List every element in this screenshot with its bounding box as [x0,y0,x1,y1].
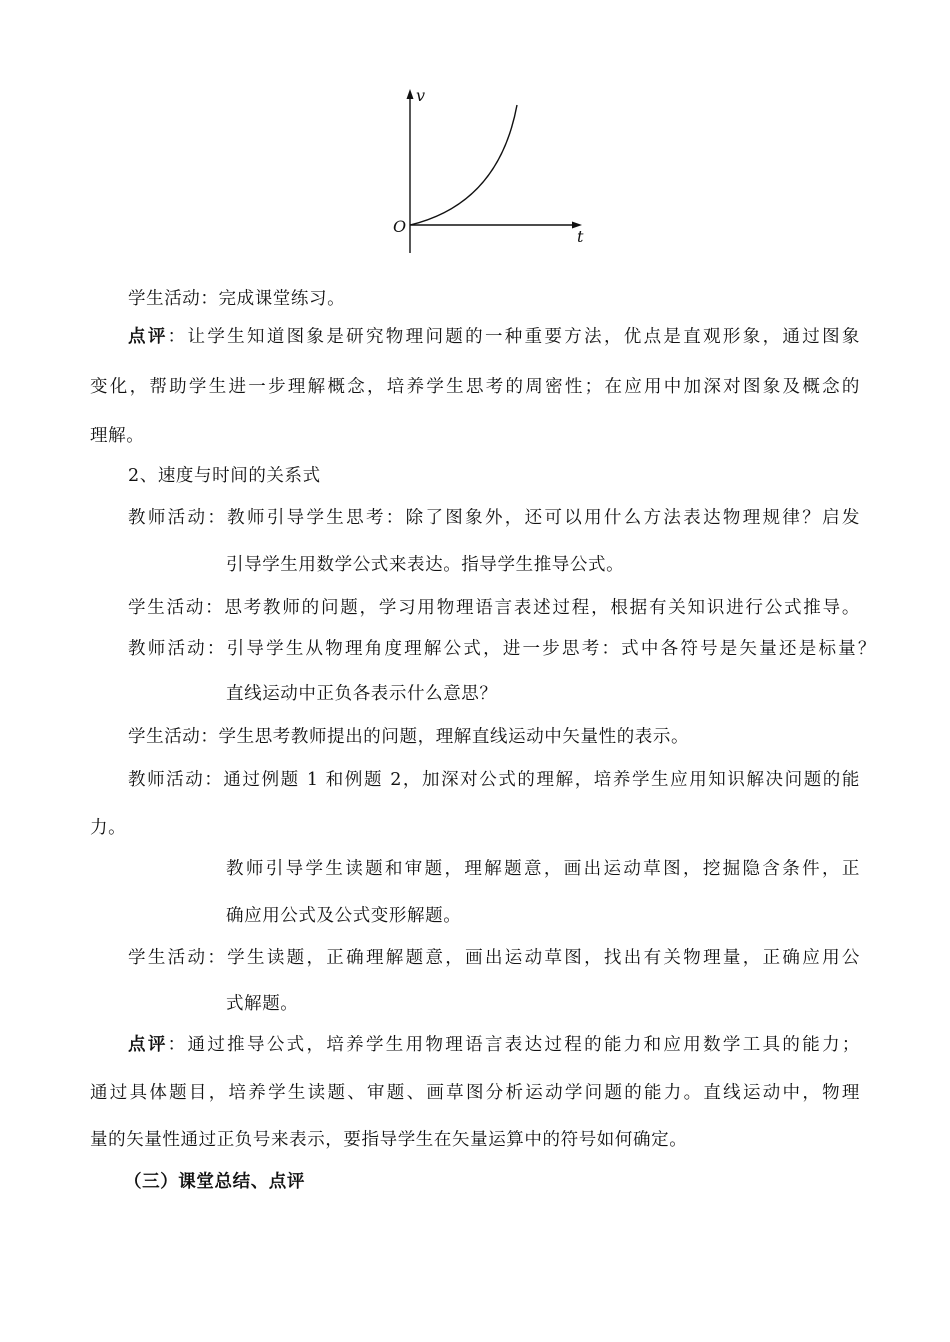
comment-1-line-3: 理解。 [90,426,145,446]
student-activity-3-line-1: 学生活动：学生读题，正确理解题意，画出运动草图，找出有关物理量，正确应用公 [128,948,860,968]
student-activity-1: 学生活动：思考教师的问题，学习用物理语言表述过程，根据有关知识进行公式推导。 [128,598,860,618]
comment-2-line-3: 量的矢量性通过正负号来表示，要指导学生在矢量运算中的符号如何确定。 [90,1130,688,1150]
y-axis-label: v [416,86,426,105]
comment-label: 点评 [128,327,168,347]
section-heading-summary: （三）课堂总结、点评 [124,1172,305,1192]
comment-1-line-2: 变化，帮助学生进一步理解概念，培养学生思考的周密性；在应用中加深对图象及概念的 [90,377,860,397]
x-axis-label: t [577,227,584,246]
teacher-activity-3-line-2: 力。 [90,818,127,838]
teacher-activity-3-line-1: 教师活动：通过例题 1 和例题 2，加深对公式的理解，培养学生应用知识解决问题的能 [128,770,860,790]
teacher-activity-4-line-2: 确应用公式及公式变形解题。 [226,906,462,926]
comment-2-line-1 [128,1033,860,1057]
section-heading-velocity-time: 2、速度与时间的关系式 [128,466,321,486]
comment-1-text: ：让学生知道图象是研究物理问题的一种重要方法，优点是直观形象，通过图象 [167,327,861,347]
teacher-activity-1-line-1: 教师活动：教师引导学生思考：除了图象外，还可以用什么方法表达物理规律？启发 [128,508,860,528]
y-axis-arrow [407,89,414,99]
teacher-activity-4-line-1: 教师引导学生读题和审题，理解题意，画出运动草图，挖掘隐含条件，正 [226,859,860,879]
teacher-activity-1-line-2: 引导学生用数学公式来表达。指导学生推导公式。 [226,555,625,575]
comment-2-text: ：通过推导公式，培养学生用物理语言表达过程的能力和应用数学工具的能力； [167,1035,861,1055]
student-activity-3-line-2: 式解题。 [226,994,299,1014]
origin-label: O [393,217,407,236]
comment-label-2: 点评 [128,1035,168,1055]
comment-1-line-1 [128,325,860,349]
velocity-curve [410,105,517,225]
comment-2-line-2: 通过具体题目，培养学生读题、审题、画草图分析运动学问题的能力。直线运动中，物理 [90,1083,860,1103]
student-activity-practice: 学生活动：完成课堂练习。 [128,289,346,309]
teacher-activity-2-line-1: 教师活动：引导学生从物理角度理解公式，进一步思考：式中各符号是矢量还是标量？ [128,639,876,659]
student-activity-2: 学生活动：学生思考教师提出的问题，理解直线运动中矢量性的表示。 [128,727,690,747]
teacher-activity-2-line-2: 直线运动中正负各表示什么意思？ [226,684,498,704]
velocity-time-graph [385,85,595,255]
